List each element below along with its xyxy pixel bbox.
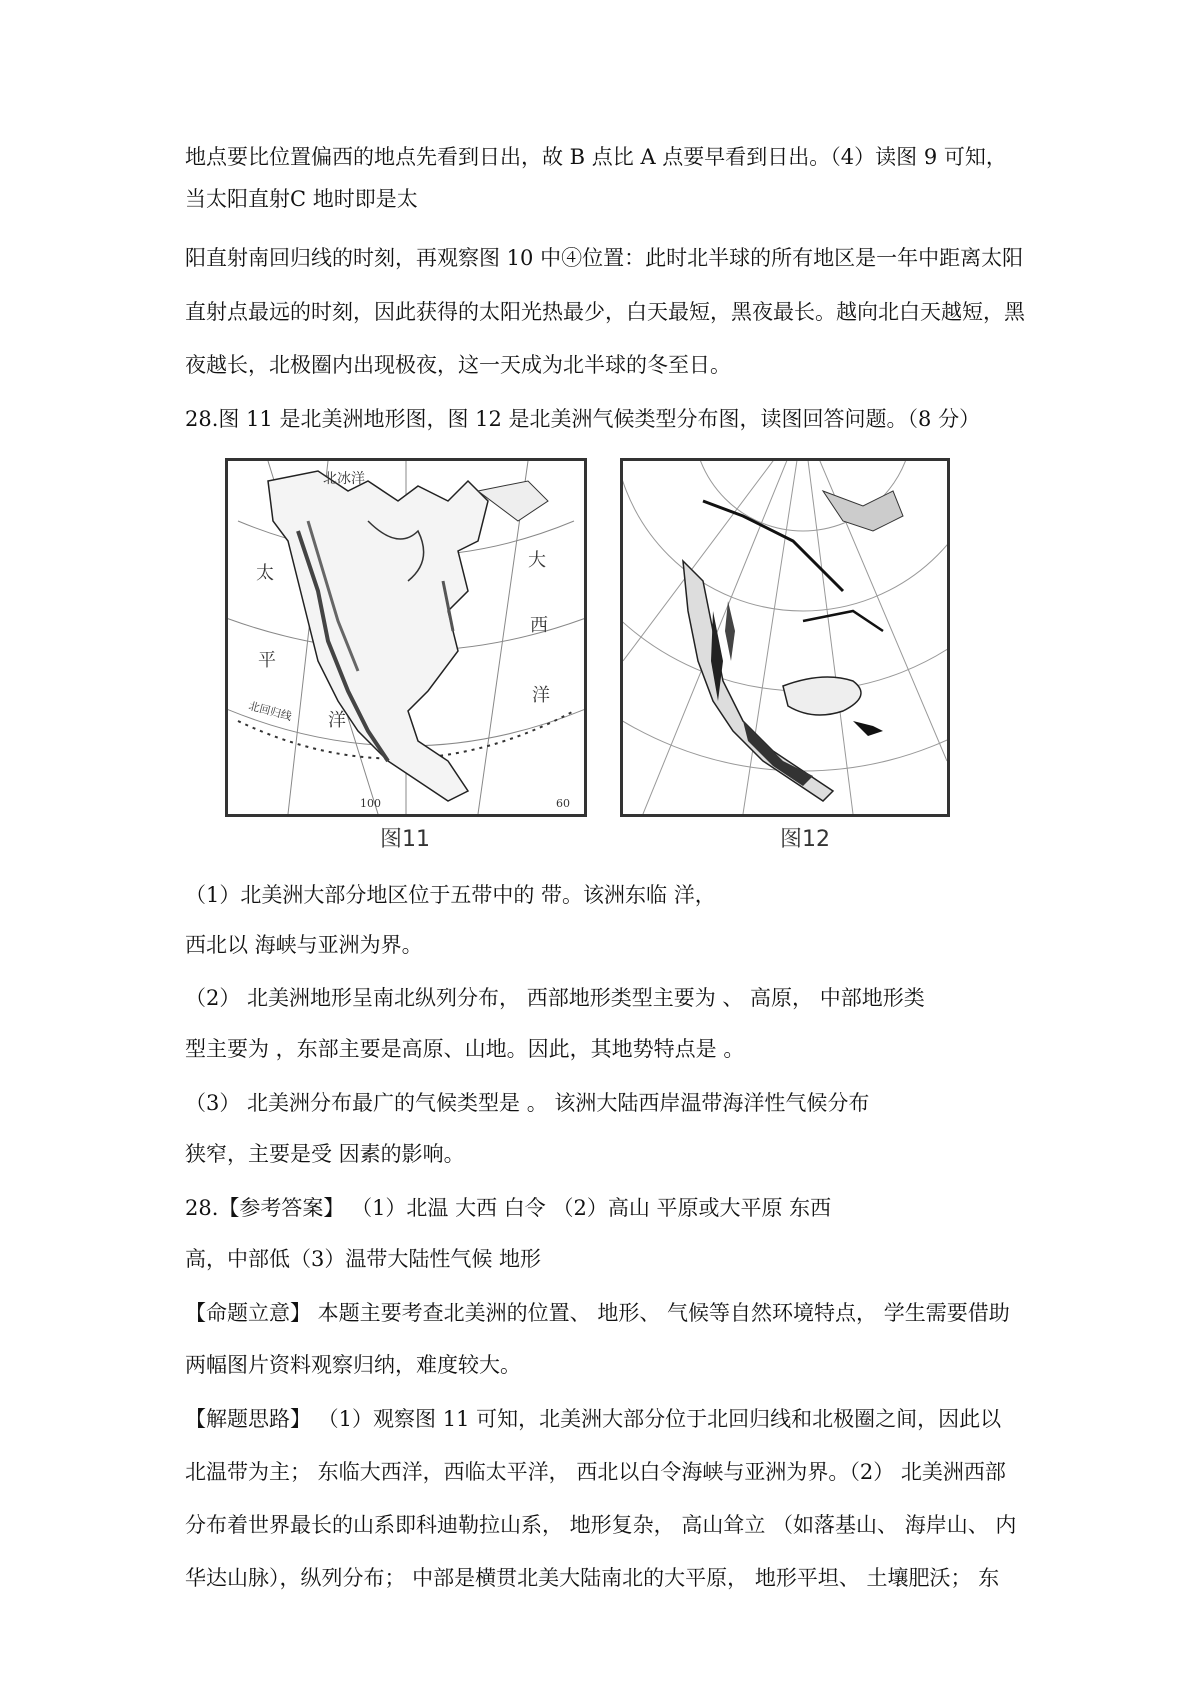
north-america-terrain-map (228, 461, 584, 814)
paragraph-line: 地点要比位置偏西的地点先看到日出，故 B 点比 A 点要早看到日出。（4）读图 9 可知， (185, 145, 1007, 169)
question-line: （1）北美洲大部分地区位于五带中的 带。该洲东临 洋， (185, 883, 716, 907)
pacific-label-1: 太 (256, 563, 274, 584)
question-line: 狭窄，主要是受 因素的影响。 (185, 1142, 465, 1166)
north-america-climate-map (623, 461, 947, 814)
paragraph-line: 阳直射南回归线的时刻，再观察图 10 中④位置：此时北半球的所有地区是一年中距离太阳 (185, 246, 1024, 270)
arctic-label: 北冰洋 (323, 471, 365, 487)
figure-11-terrain-map (225, 458, 587, 817)
analysis-line: 分布着世界最长的山系即科迪勒拉山系， 地形复杂， 高山耸立 （如落基山、 海岸山、 内 (185, 1513, 1017, 1537)
question-line: 型主要为 ，东部主要是高原、山地。因此，其地势特点是 。 (185, 1037, 745, 1061)
longitude-label-100: 100 (360, 797, 381, 810)
question-28-title: 28.图 11 是北美洲地形图，图 12 是北美洲气候类型分布图，读图回答问题。（8 分） (185, 407, 981, 431)
analysis-line: 北温带为主； 东临大西洋，西临太平洋， 西北以白令海峡与亚洲为界。（2） 北美洲西部 (185, 1460, 1006, 1484)
atlantic-label-2: 西 (530, 615, 548, 636)
pacific-label-3: 洋 (328, 710, 346, 731)
analysis-line: 【解题思路】 （1）观察图 11 可知，北美洲大部分位于北回归线和北极圈之间，因此以 (185, 1407, 1002, 1431)
paragraph-line: 直射点最远的时刻，因此获得的太阳光热最少，白天最短，黑夜最长。越向北白天越短，黑 (185, 300, 1025, 324)
tropic-label: 北回归线 (247, 699, 294, 724)
intent-line: 两幅图片资料观察归纳，难度较大。 (185, 1353, 521, 1377)
intent-line: 【命题立意】 本题主要考查北美洲的位置、 地形、 气候等自然环境特点， 学生需要借助 (185, 1301, 1010, 1325)
question-line: 西北以 海峡与亚洲为界。 (185, 933, 423, 957)
pacific-label-2: 平 (258, 650, 276, 671)
figure-11-caption: 图11 (380, 827, 430, 852)
figure-12-climate-map (620, 458, 950, 817)
question-line: （2） 北美洲地形呈南北纵列分布， 西部地形类型主要为 、 高原， 中部地形类 (185, 986, 925, 1010)
paragraph-line: 当太阳直射C 地时即是太 (185, 187, 418, 211)
answer-line: 高，中部低（3）温带大陆性气候 地形 (185, 1247, 542, 1271)
atlantic-label-1: 大 (528, 550, 546, 571)
longitude-label-60: 60 (556, 797, 570, 810)
analysis-line: 华达山脉），纵列分布； 中部是横贯北美大陆南北的大平原， 地形平坦、 土壤肥沃； 东 (185, 1566, 1000, 1590)
question-line: （3） 北美洲分布最广的气候类型是 。 该洲大陆西岸温带海洋性气候分布 (185, 1091, 870, 1115)
atlantic-label-3: 洋 (532, 685, 550, 706)
answer-line: 28.【参考答案】 （1）北温 大西 白令 （2）高山 平原或大平原 东西 (185, 1196, 832, 1220)
paragraph-line: 夜越长，北极圈内出现极夜，这一天成为北半球的冬至日。 (185, 353, 731, 377)
figure-12-caption: 图12 (780, 827, 830, 852)
